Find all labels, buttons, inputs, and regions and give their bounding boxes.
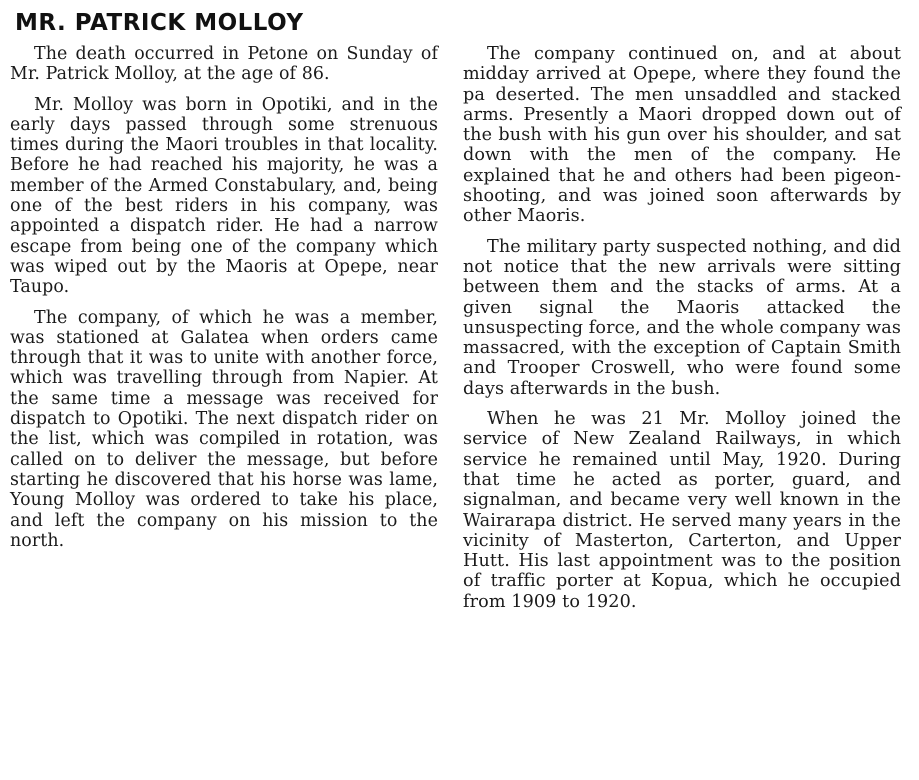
paragraph-death-notice: The death occurred in Petone on Sunday of Mr. Patrick Molloy, at the age of 86. (10, 44, 438, 85)
paragraph-massacre: The military party suspected nothing, and did not notice that the new arrivals were sitting between them and the stacks of arms. At a given signal the Maoris attacked the unsuspecting force, and the whole company was massacred, with the exception of Captain Smith and Trooper Croswell, who were found some days afterwards in the bush. (463, 236, 901, 399)
paragraph-early-life: Mr. Molloy was born in Opotiki, and in the early days passed through some strenuous times during the Maori troubles in that locality. Before he had reached his majority, he was a member of the Armed Constabulary, and, being one of the best riders in his company, was appointed a dispatch rider. He had a narrow escape from being one of the company which was wiped out by the Maoris at Opepe, near Taupo. (10, 94, 438, 298)
right-column (463, 44, 901, 622)
paragraph-arrival-opepe: The company continued on, and at about midday arrived at Opepe, where they found the pa deserted. The men unsaddled and stacked arms. Presently a Maori dropped down out of the bush with his gun over his shoulder, and sat down with the men of the company. He explained that he and others had been pigeon-shooting, and was joined soon afterwards by other Maoris. (463, 44, 901, 227)
left-column (10, 44, 438, 561)
article-headline: MR. PATRICK MOLLOY (15, 10, 304, 36)
paragraph-railway-career: When he was 21 Mr. Molloy joined the service of New Zealand Railways, in which service he remained until May, 1920. During that time he acted as porter, guard, and signalman, and became very well known in the Wairarapa district. He served many years in the vicinity of Masterton, Carterton, and Upper Hutt. His last appointment was to the position of traffic porter at Kopua, which he occupied from 1909 to 1920. (463, 409, 901, 612)
paragraph-dispatch-mission: The company, of which he was a member, was stationed at Galatea when orders came through that it was to unite with another force, which was travelling through from Napier. At the same time a message was received for dispatch to Opotiki. The next dispatch rider on the list, which was compiled in rotation, was called on to deliver the message, but before starting he discovered that his horse was lame, Young Molloy was ordered to take his place, and left the company on his mission to the north. (10, 307, 438, 551)
